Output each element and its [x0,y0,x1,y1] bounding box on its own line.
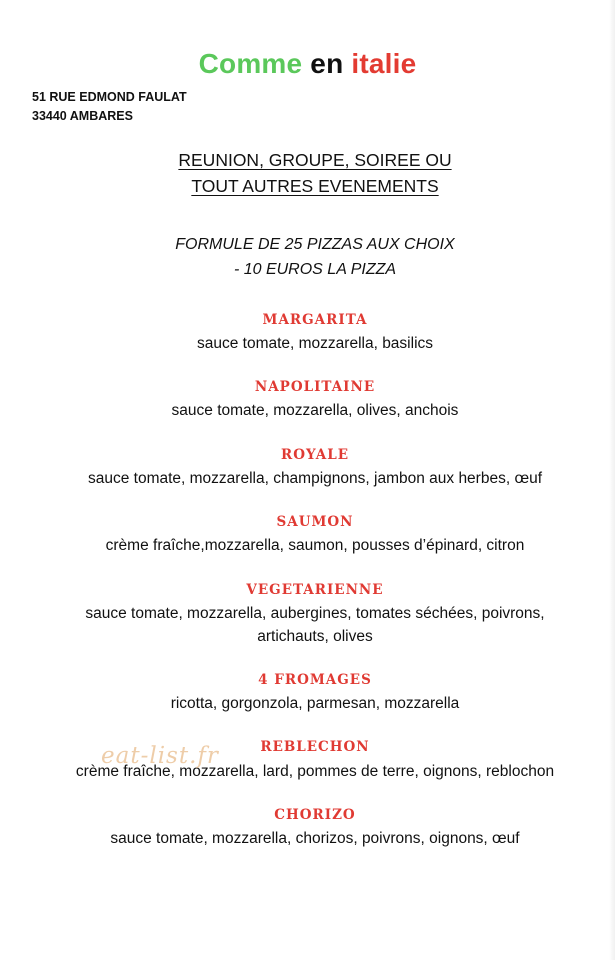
pizza-description-line: artichauts, olives [257,628,373,645]
formula-line1: FORMULE DE 25 PIZZAS AUX CHOIX [175,236,455,253]
pizza-description-line: sauce tomate, mozzarella, olives, anchois [171,402,459,419]
pizza-description-line: crème fraîche,mozzarella, saumon, pousses d’épinard, citron [105,537,525,554]
pizza-description-line: sauce tomate, mozzarella, chorizos, poivrons, oignons, œuf [110,830,520,847]
formula-offer [0,232,615,282]
pizza-name: VEGETARIENNE [246,582,384,598]
pizza-name: CHORIZO [274,807,356,823]
events-heading-line1: REUNION, GROUPE, SOIREE OU [178,150,452,170]
pizza-description [0,399,615,422]
title-word-comme: Comme [198,48,303,79]
address-city: 33440 AMBARES [32,109,133,123]
pizza-description [0,827,615,850]
restaurant-title [0,48,615,80]
events-heading [0,147,615,199]
watermark: eat-list.fr [101,743,219,769]
pizza-name: ROYALE [280,447,349,463]
pizza-description-line: sauce tomate, mozzarella, champignons, jambon aux herbes, œuf [87,470,543,487]
pizza-name: SAUMON [276,514,354,530]
pizza-description [0,332,615,355]
pizza-description [0,534,615,557]
address-street: 51 RUE EDMOND FAULAT [32,90,187,104]
pizza-name: NAPOLITAINE [254,379,376,395]
address-block [32,88,187,126]
pizza-description-line: crème fraîche, mozzarella, lard, pommes de terre, oignons, reblochon [75,763,555,780]
pizza-name: REBLECHON [260,739,370,755]
pizza-name: 4 FROMAGES [258,672,372,688]
pizza-description [0,760,615,783]
pizza-description-line: sauce tomate, mozzarella, aubergines, tomates séchées, poivrons, [85,605,545,622]
events-heading-line2: TOUT AUTRES EVENEMENTS [191,176,439,196]
formula-line2: - 10 EUROS LA PIZZA [233,261,397,278]
pizza-description [0,467,615,490]
pizza-description [0,602,615,648]
pizza-name: MARGARITA [262,312,368,328]
title-word-italie: italie [351,48,417,79]
pizza-description [0,692,615,715]
title-word-en: en [310,48,344,79]
pizza-description-line: ricotta, gorgonzola, parmesan, mozzarella [170,695,460,712]
pizza-description-line: sauce tomate, mozzarella, basilics [196,335,434,352]
